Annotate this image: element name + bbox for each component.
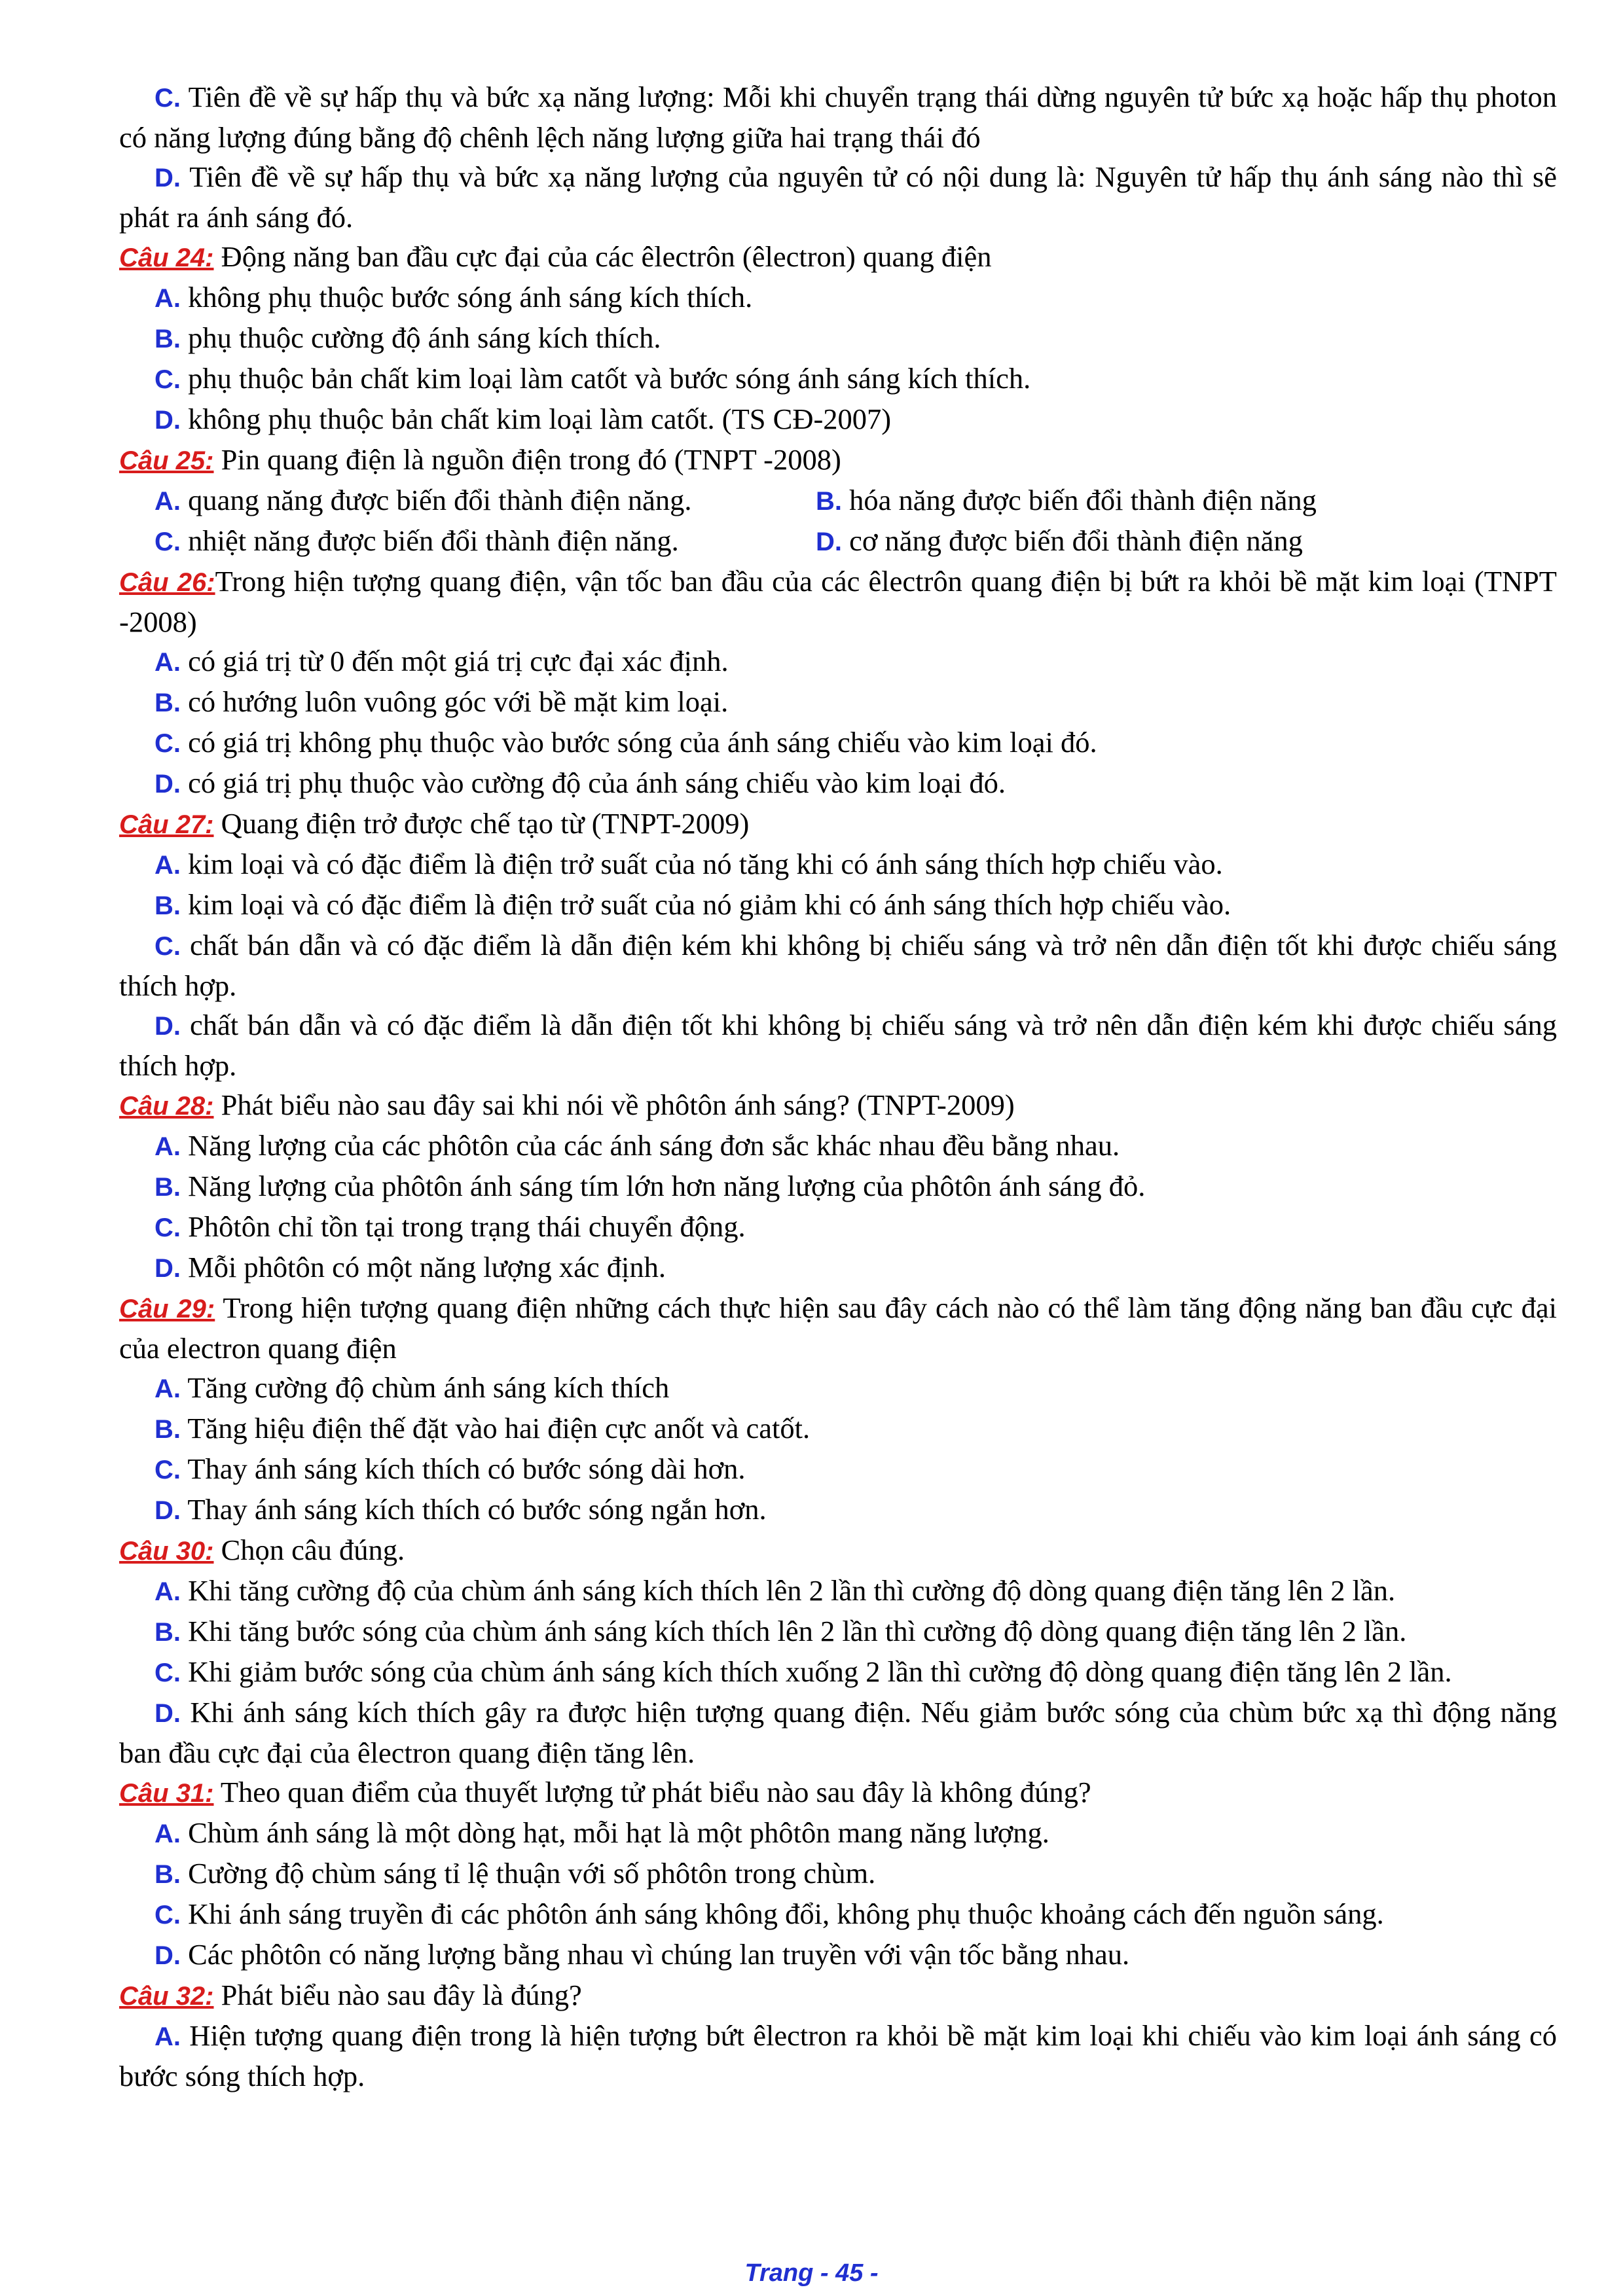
- option-text: Phôtôn chỉ tồn tại trong trạng thái chuyển động.: [181, 1210, 746, 1243]
- question-label: Câu 29:: [119, 1295, 215, 1323]
- question-label: Câu 28:: [119, 1092, 214, 1121]
- question-text: Quang điện trở được chế tạo từ (TNPT-2009): [213, 807, 750, 840]
- answer-option: [119, 77, 1557, 157]
- option-text: Tiên đề về sự hấp thụ và bức xạ năng lượng của nguyên tử có nội dung là: Nguyên tử hấp thụ ánh sáng nào thì sẽ phát ra ánh sáng đó.: [119, 160, 1557, 234]
- option-label: C.: [155, 365, 181, 394]
- option-label: C.: [155, 932, 181, 961]
- option-label: D.: [816, 528, 842, 556]
- option-text: Khi giảm bước sóng của chùm ánh sáng kích thích xuống 2 lần thì cường độ dòng quang điện tăng lên 2 lần.: [181, 1655, 1452, 1688]
- option-label: C.: [155, 1456, 181, 1484]
- answer-option: [119, 1652, 1557, 1693]
- option-text: kim loại và có đặc điểm là điện trở suất của nó tăng khi có ánh sáng thích hợp chiếu vào.: [181, 848, 1223, 880]
- question-line: [119, 1772, 1557, 1813]
- option-text: Các phôtôn có năng lượng bằng nhau vì chúng lan truyền với vận tốc bằng nhau.: [181, 1938, 1130, 1971]
- option-text: Khi ánh sáng truyền đi các phôtôn ánh sáng không đổi, không phụ thuộc khoảng cách đến nguồn sáng.: [181, 1897, 1384, 1930]
- answer-option: [119, 844, 1557, 885]
- option-label: B.: [155, 891, 181, 920]
- option-text: chất bán dẫn và có đặc điểm là dẫn điện tốt khi không bị chiếu sáng và trở nên dẫn điện kém khi được chiếu sáng thích hợp.: [119, 1009, 1557, 1082]
- option-label: C.: [155, 1213, 181, 1242]
- question-label: Câu 32:: [119, 1982, 214, 2011]
- option-label: A.: [155, 487, 181, 516]
- option-label: D.: [155, 770, 181, 798]
- question-text: Phát biểu nào sau đây là đúng?: [213, 1979, 582, 2011]
- option-text: Chùm ánh sáng là một dòng hạt, mỗi hạt là một phôtôn mang năng lượng.: [181, 1816, 1049, 1849]
- option-text: Năng lượng của các phôtôn của các ánh sáng đơn sắc khác nhau đều bằng nhau.: [181, 1129, 1120, 1162]
- option-label: C.: [155, 528, 181, 556]
- question-line: [119, 440, 1557, 480]
- answer-option: [119, 1207, 1557, 1247]
- answer-option: [119, 1408, 1557, 1449]
- answer-option: [119, 399, 1557, 440]
- option-text: có hướng luôn vuông góc với bề mặt kim loại.: [181, 685, 729, 718]
- option-text: Mỗi phôtôn có một năng lượng xác định.: [181, 1251, 666, 1283]
- option-text: kim loại và có đặc điểm là điện trở suất của nó giảm khi có ánh sáng thích hợp chiếu vào.: [181, 888, 1231, 921]
- answer-option: [119, 1935, 1557, 1975]
- answer-option: [119, 1854, 1557, 1894]
- answer-option: [119, 682, 1557, 723]
- answer-option: [119, 1693, 1557, 1772]
- answer-option-row: [119, 521, 1557, 562]
- question-label: Câu 25:: [119, 446, 214, 475]
- answer-option: [119, 925, 1557, 1005]
- option-text: Tăng hiệu điện thế đặt vào hai điện cực anốt và catốt.: [181, 1412, 811, 1444]
- option-label: B.: [155, 1173, 181, 1202]
- option-text: phụ thuộc bản chất kim loại làm catốt và bước sóng ánh sáng kích thích.: [181, 362, 1031, 395]
- question-label: Câu 24:: [119, 243, 214, 272]
- question-label: Câu 26:: [119, 568, 215, 597]
- option-text: có giá trị không phụ thuộc vào bước sóng của ánh sáng chiếu vào kim loại đó.: [181, 726, 1097, 759]
- option-label: A.: [155, 1820, 181, 1848]
- option-label: C.: [155, 84, 181, 113]
- question-line: [119, 804, 1557, 844]
- option-label: A.: [155, 1577, 181, 1606]
- question-line: [119, 562, 1557, 641]
- answer-option: [119, 359, 1557, 399]
- answer-option-row: [119, 480, 1557, 521]
- question-line: [119, 1530, 1557, 1571]
- option-label: A.: [155, 2022, 181, 2051]
- option-text: chất bán dẫn và có đặc điểm là dẫn điện kém khi không bị chiếu sáng và trở nên dẫn điện tốt khi được chiếu sáng thích hợp.: [119, 929, 1557, 1002]
- answer-option: [119, 1368, 1557, 1408]
- option-label: D.: [155, 406, 181, 435]
- option-text: nhiệt năng được biến đổi thành điện năng.: [181, 524, 679, 557]
- option-text: Cường độ chùm sáng tỉ lệ thuận với số phôtôn trong chùm.: [181, 1857, 876, 1890]
- answer-option: [119, 278, 1557, 318]
- answer-option: [119, 157, 1557, 237]
- option-text: Tiên đề về sự hấp thụ và bức xạ năng lượng: Mỗi khi chuyển trạng thái dừng nguyên tử bức xạ hoặc hấp thụ photon có năng lượng đúng bằng độ chênh lệch năng lượng giữa hai trạng thái đó: [119, 81, 1557, 154]
- option-text: Thay ánh sáng kích thích có bước sóng ngắn hơn.: [181, 1493, 767, 1526]
- page-footer: Trang - 45 -: [744, 2259, 879, 2287]
- question-line: [119, 1288, 1557, 1368]
- option-label: A.: [155, 851, 181, 880]
- question-text: Theo quan điểm của thuyết lượng tử phát biểu nào sau đây là không đúng?: [213, 1776, 1091, 1808]
- question-label: Câu 27:: [119, 810, 214, 839]
- option-label: D.: [155, 1941, 181, 1970]
- question-text: Động năng ban đầu cực đại của các êlectrôn (êlectron) quang điện: [213, 240, 992, 273]
- option-text: Năng lượng của phôtôn ánh sáng tím lớn hơn năng lượng của phôtôn ánh sáng đỏ.: [181, 1170, 1146, 1202]
- option-label: B.: [816, 487, 842, 516]
- option-label: D.: [155, 164, 181, 192]
- option-label: D.: [155, 1699, 181, 1728]
- question-line: [119, 237, 1557, 278]
- answer-option: [119, 318, 1557, 359]
- option-text: Khi tăng bước sóng của chùm ánh sáng kích thích lên 2 lần thì cường độ dòng quang điện tăng lên 2 lần.: [181, 1615, 1407, 1647]
- option-text: có giá trị từ 0 đến một giá trị cực đại xác định.: [181, 645, 729, 677]
- question-text: Trong hiện tượng quang điện, vận tốc ban đầu của các êlectrôn quang điện bị bứt ra khỏi bề mặt kim loại (TNPT -2008): [119, 565, 1557, 638]
- option-label: B.: [155, 325, 181, 353]
- option-label: B.: [155, 689, 181, 717]
- option-text: quang năng được biến đổi thành điện năng.: [181, 484, 692, 516]
- option-text: không phụ thuộc bước sóng ánh sáng kích thích.: [181, 281, 753, 314]
- option-text: Hiện tượng quang điện trong là hiện tượng bứt êlectron ra khỏi bề mặt kim loại khi chiếu vào kim loại ánh sáng có bước sóng thích hợp.: [119, 2019, 1557, 2092]
- option-label: C.: [155, 729, 181, 758]
- option-text: Khi tăng cường độ của chùm ánh sáng kích thích lên 2 lần thì cường độ dòng quang điện tăng lên 2 lần.: [181, 1574, 1396, 1607]
- answer-option: [119, 1166, 1557, 1207]
- option-label: B.: [155, 1415, 181, 1444]
- answer-option: [119, 1126, 1557, 1166]
- answer-option: [816, 480, 1317, 521]
- answer-option: [119, 1490, 1557, 1530]
- option-label: A.: [155, 1132, 181, 1161]
- answer-option: [119, 1005, 1557, 1085]
- option-label: A.: [155, 1374, 181, 1403]
- answer-option: [119, 1611, 1557, 1652]
- option-label: C.: [155, 1659, 181, 1687]
- question-text: Trong hiện tượng quang điện những cách thực hiện sau đây cách nào có thể làm tăng động năng ban đầu cực đại của electron quang điện: [119, 1291, 1557, 1365]
- question-line: [119, 1975, 1557, 2016]
- answer-option: [119, 1247, 1557, 1288]
- answer-option: [119, 885, 1557, 925]
- option-text: Khi ánh sáng kích thích gây ra được hiện tượng quang điện. Nếu giảm bước sóng của chùm bức xạ thì động năng ban đầu cực đại của êlectron quang điện tăng lên.: [119, 1696, 1557, 1769]
- answer-option: [155, 480, 816, 521]
- answer-option: [119, 723, 1557, 763]
- option-text: có giá trị phụ thuộc vào cường độ của ánh sáng chiếu vào kim loại đó.: [181, 766, 1006, 799]
- answer-option: [119, 1894, 1557, 1935]
- answer-option: [119, 1449, 1557, 1490]
- question-text: Phát biểu nào sau đây sai khi nói về phôtôn ánh sáng? (TNPT-2009): [213, 1088, 1015, 1121]
- option-text: cơ năng được biến đổi thành điện năng: [842, 524, 1303, 557]
- answer-option: [119, 2016, 1557, 2096]
- document-body: [119, 77, 1557, 2096]
- option-label: A.: [155, 284, 181, 313]
- option-label: C.: [155, 1901, 181, 1929]
- option-text: Tăng cường độ chùm ánh sáng kích thích: [181, 1371, 670, 1404]
- question-line: [119, 1085, 1557, 1126]
- option-label: D.: [155, 1012, 181, 1041]
- option-label: B.: [155, 1618, 181, 1647]
- answer-option: [816, 521, 1303, 562]
- question-label: Câu 30:: [119, 1537, 214, 1566]
- question-label: Câu 31:: [119, 1779, 214, 1808]
- option-text: phụ thuộc cường độ ánh sáng kích thích.: [181, 321, 661, 354]
- option-text: Thay ánh sáng kích thích có bước sóng dài hơn.: [181, 1452, 746, 1485]
- option-label: B.: [155, 1860, 181, 1889]
- option-label: A.: [155, 648, 181, 677]
- answer-option: [119, 763, 1557, 804]
- answer-option: [155, 521, 816, 562]
- question-text: Pin quang điện là nguồn điện trong đó (TNPT -2008): [213, 443, 841, 476]
- option-text: hóa năng được biến đổi thành điện năng: [842, 484, 1317, 516]
- option-label: D.: [155, 1496, 181, 1525]
- answer-option: [119, 1813, 1557, 1854]
- option-label: D.: [155, 1254, 181, 1283]
- question-text: Chọn câu đúng.: [213, 1534, 405, 1566]
- answer-option: [119, 641, 1557, 682]
- answer-option: [119, 1571, 1557, 1611]
- option-text: không phụ thuộc bản chất kim loại làm catốt. (TS CĐ-2007): [181, 403, 892, 435]
